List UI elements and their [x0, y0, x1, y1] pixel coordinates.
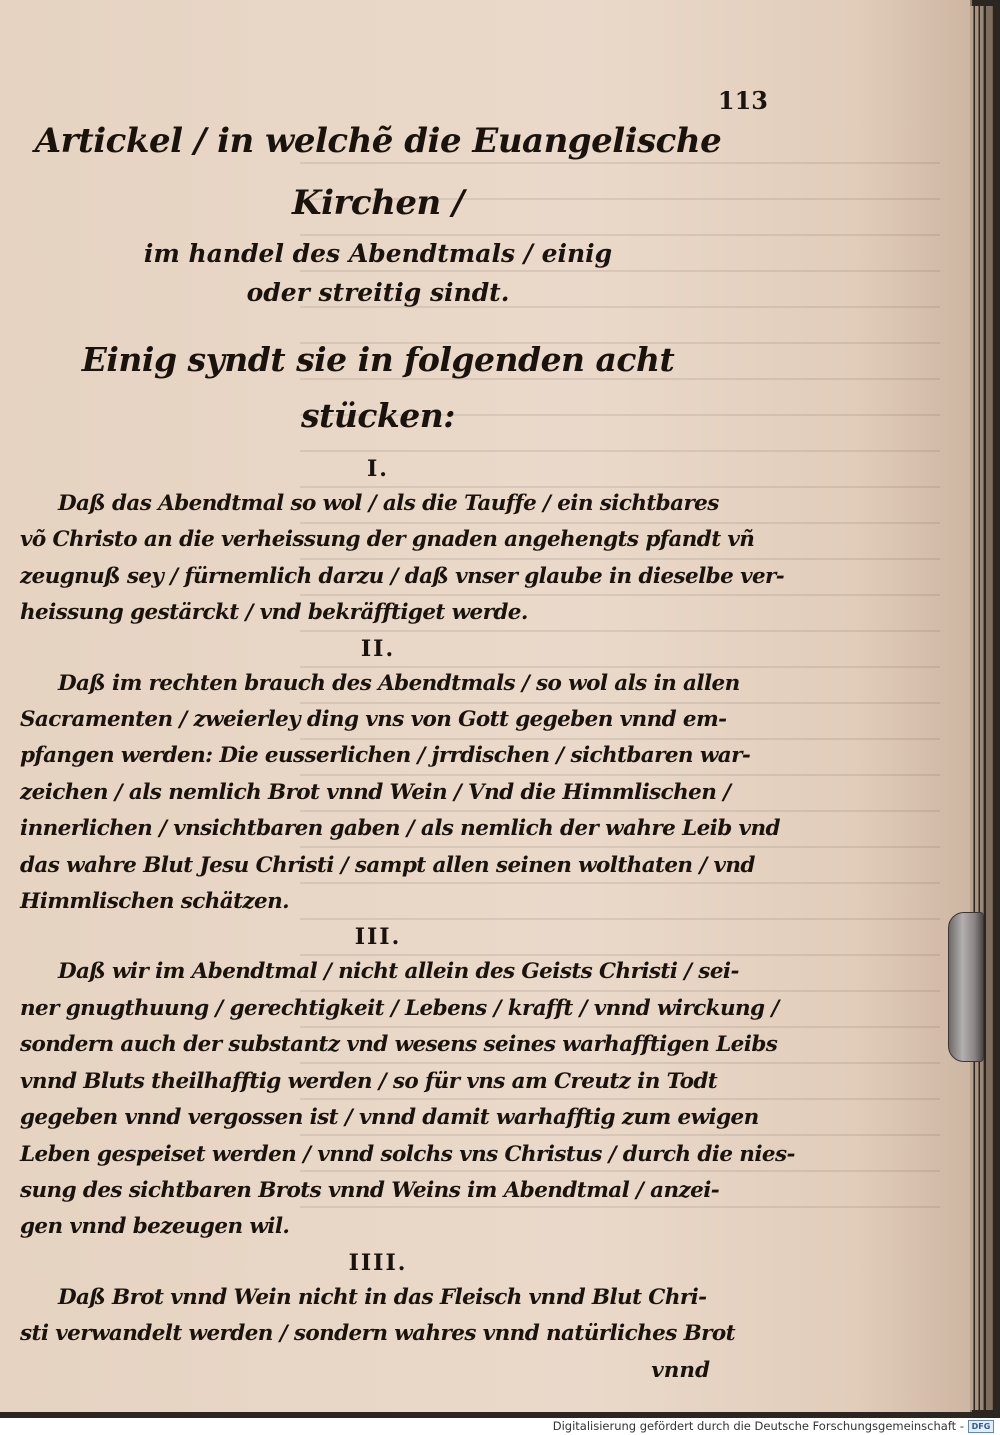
page-clip [948, 912, 984, 1062]
page-edge [980, 6, 984, 1410]
article-numeral: I. [367, 456, 389, 482]
article-numeral: IIII. [348, 1249, 408, 1276]
text-line: Daß Brot vnnd Wein nicht in das Fleisch vnnd Blut Chri- [58, 1284, 707, 1310]
text-line: das wahre Blut Jesu Christi / sampt allen seinen wolthaten / vnd [20, 852, 755, 878]
article-text [20, 1280, 736, 1353]
text-line: Daß das Abendtmal so wol / als die Tauffe / ein sichtbares [58, 491, 719, 516]
page-edge [986, 6, 993, 1410]
article-numeral: III. [354, 924, 402, 951]
title-line-1: Artickel / in welchẽ die Euangelische Kirchen / [34, 121, 722, 223]
text-line: võ Christo an die verheissung der gnaden angehengts pfandt vñ [20, 527, 755, 553]
section-heading: Einig syndt sie in folgenden acht stücken: [81, 340, 675, 435]
text-line: vnnd Bluts theilhafftig werden / so für vns am Creutz in Todt [20, 1068, 718, 1094]
article-text [20, 666, 780, 921]
catchword: vnnd [651, 1357, 710, 1383]
text-line: Leben gespeiset werden / vnnd solchs vns Christus / durch die nies- [20, 1141, 795, 1167]
article-text [20, 486, 785, 632]
text-line: heissung gestärckt / vnd bekräfftiget werde. [20, 600, 528, 626]
text-line: Sacramenten / zweierley ding vns von Gott gegeben vnnd em- [20, 707, 727, 733]
text-line: Daß im rechten brauch des Abendtmals / so wol als in allen [58, 670, 740, 696]
page-edge [970, 6, 974, 1410]
text-line: sti verwandelt werden / sondern wahres vnnd natürliches Brot [20, 1321, 735, 1347]
page-number: 113 [717, 86, 768, 115]
article-3 [20, 920, 795, 1245]
text-line: ner gnugthuung / gerechtigkeit / Lebens / krafft / vnnd wirckung / [20, 995, 779, 1021]
text-line: pfangen werden: Die eusserlichen / jrrdischen / sichtbaren war- [20, 743, 751, 769]
title-line-3: oder streitig sindt. [246, 278, 510, 307]
funding-credit: Digitalisierung gefördert durch die Deutsche Forschungsgemeinschaft - [552, 1419, 964, 1433]
footer-bar [0, 1418, 1000, 1435]
title-line-2: im handel des Abendtmals / einig [143, 239, 613, 268]
text-line: zeichen / als nemlich Brot vnnd Wein / Vnd die Himmlischen / [20, 779, 731, 805]
page-edge [975, 6, 979, 1410]
text-line: sondern auch der substantz vnd wesens seines warhafftigen Leibs [20, 1032, 778, 1058]
text-line: gen vnnd bezeugen wil. [20, 1214, 290, 1240]
dfg-logo: DFG [968, 1420, 994, 1433]
text-line: Daß wir im Abendtmal / nicht allein des Geists Christi / sei- [58, 959, 739, 985]
article-4 [20, 1246, 736, 1353]
article-1 [20, 452, 785, 632]
text-line: zeugnuß sey / fürnemlich darzu / daß vnser glaube in dieselbe ver- [20, 563, 785, 589]
article-numeral: II. [360, 635, 396, 662]
text-line: innerlichen / vnsichtbaren gaben / als nemlich der wahre Leib vnd [20, 816, 780, 842]
page-text [20, 110, 795, 1389]
text-line: Himmlischen schätzen. [20, 889, 290, 915]
article-2 [20, 632, 780, 921]
text-line: sung des sichtbaren Brots vnnd Weins im Abendtmal / anzei- [20, 1177, 720, 1203]
text-line: gegeben vnnd vergossen ist / vnnd damit warhafftig zum ewigen [20, 1105, 759, 1131]
article-text [20, 954, 795, 1245]
